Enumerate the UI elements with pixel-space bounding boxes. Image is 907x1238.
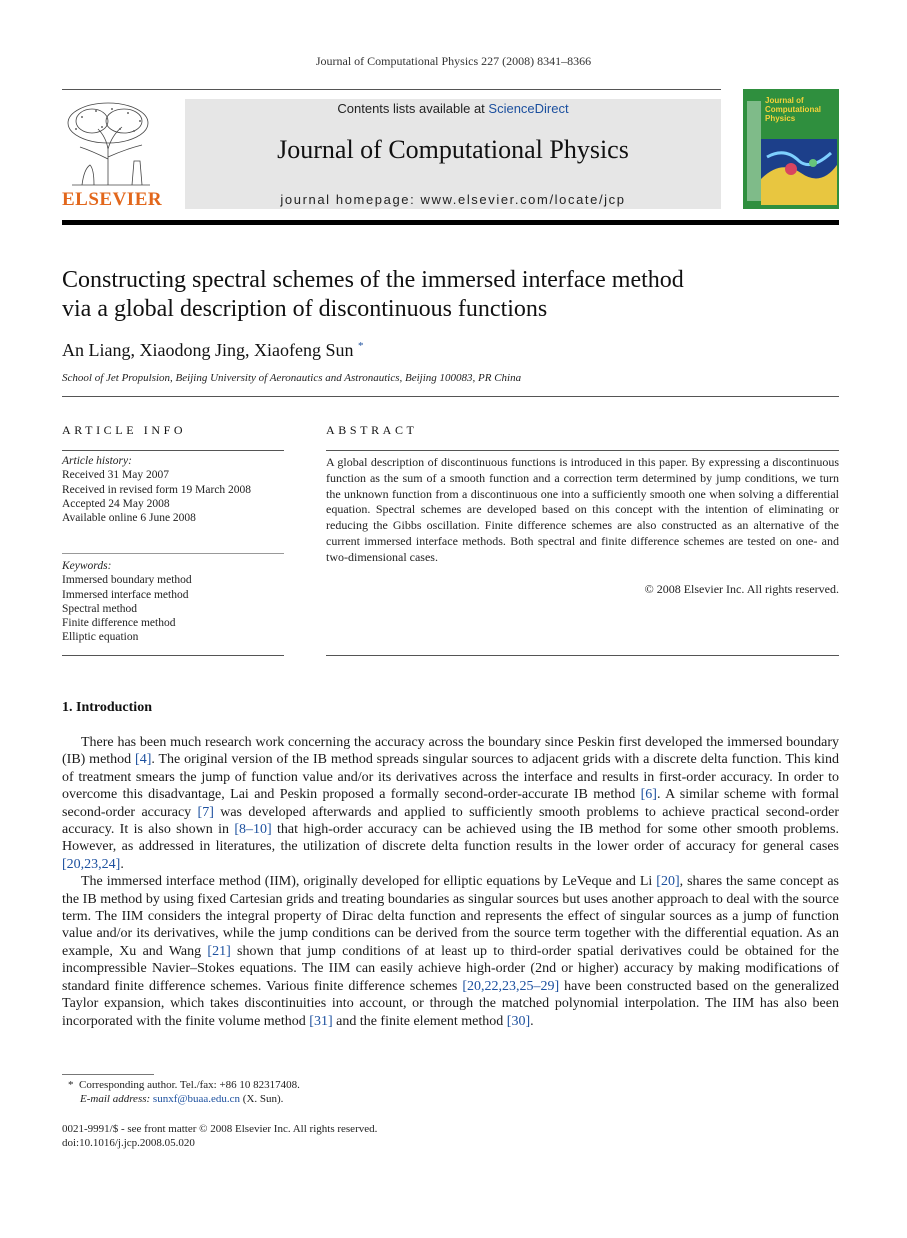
elsevier-tree-logo[interactable] — [62, 99, 160, 187]
title-line-1: Constructing spectral schemes of the immersed interface method — [62, 267, 684, 293]
affiliation: School of Jet Propulsion, Beijing University of Aeronautics and Astronautics, Beijing 100083, PR China — [62, 372, 522, 384]
section-heading: 1. Introduction — [62, 700, 152, 715]
issn-line: 0021-9991/$ - see front matter © 2008 Elsevier Inc. All rights reserved. — [62, 1123, 378, 1135]
top-rule — [62, 89, 721, 90]
citation-link[interactable]: [21] — [207, 943, 231, 959]
title-line-2: via a global description of discontinuous functions — [62, 296, 548, 322]
contents-prefix: Contents lists available at — [337, 101, 489, 116]
citation-link[interactable]: [20,23,24] — [62, 856, 121, 872]
article-info-heading: ARTICLE INFO — [62, 423, 187, 437]
journal-title: Journal of Computational Physics — [277, 135, 629, 164]
abstract-text: A global description of discontinuous functions is introduced in this paper. By expressing a discontinuous function as the sum of a smooth function and a correction term determined by jump conditions, we turn the unknown function from a discontinuous one into a sufficiently smooth one when solving a differential equation. Spectral schemes are developed based on this concept with the intention of eliminating or reducing the Gibbs oscillation. Finite difference schemes are also constructed as an alternative of the current immersed interface methods. Both spectral and finite difference schemes are tested on one- and two-dimensional cases. — [326, 455, 839, 564]
paragraph-2: The immersed interface method (IIM), originally developed for elliptic equations by LeVeque and Li [20], shares the same concept as the IB method by using fixed Cartesian grids and treating boundaries as singular sources but uses another approach to deal with the source term. The IIM considers the integral property of Dirac delta function and represents the effect of singular sources as a jump of function value and/or its derivatives, while the jump conditions can be derived from the source term together with the differential equation. As an example, Xu and Wang [21] shown that jump conditions of at least up to third-order spatial derivatives could be obtained for the incompressible Navier–Stokes equations. The IIM can easily achieve high-order (2nd or higher) accuracy by making modifications of standard finite difference schemes. Various finite difference schemes [20,22,23,25–29] have been constructed based on the generalized Taylor expansion, which takes discontinuities into account, or through the matched polynomial interpolation. The IIM has also been incorporated with the finite volume method [31] and the finite element method [30]. — [62, 874, 839, 1029]
keywords-label: Keywords: — [62, 560, 112, 572]
email-link[interactable]: sunxf@buaa.edu.cn — [152, 1093, 241, 1105]
article-title — [62, 266, 822, 324]
publication-info — [62, 1122, 822, 1150]
homepage-prefix: journal homepage: — [280, 192, 421, 207]
authors: An Liang, Xiaodong Jing, Xiaofeng Sun — [62, 340, 354, 360]
divider — [62, 450, 284, 451]
citation-link[interactable]: [20,22,23,25–29] — [462, 978, 560, 994]
sciencedirect-link[interactable]: ScienceDirect — [488, 101, 569, 116]
citation-link[interactable]: [20] — [656, 874, 680, 890]
abstract-heading: ABSTRACT — [326, 423, 418, 437]
keyword: Spectral method — [62, 602, 138, 615]
citation-link[interactable]: [6] — [640, 787, 657, 803]
cover-strip — [747, 101, 761, 201]
footnote-rule — [62, 1074, 154, 1075]
author-list — [62, 340, 363, 361]
paragraph-1: There has been much research work concerning the accuracy across the boundary since Peskin first developed the immersed boundary (IB) method [4]. The original version of the IB method spreads singular sources to adjacent grids with a discrete delta function. This kind of treatment smears the jump of function value and/or its derivatives across the interface and results in first-order accuracy. In order to overcome this disadvantage, Lai and Peskin proposed a formally second-order-accurate IB method [6]. A similar scheme with formal second-order accuracy [7] was developed afterwards and applied to sufficiently smooth problems to achieve practical second-order accuracy. It is also shown in [8–10] that high-order accuracy can be achieved using the IB method for some other smooth problems. However, as addressed in literatures, the utilization of discrete delta function results in the lower order of accuracy for general cases [20,23,24]. — [62, 735, 840, 872]
divider — [62, 655, 284, 656]
citation-link[interactable]: [7] — [197, 804, 214, 820]
masthead-rule — [62, 220, 839, 225]
keyword: Elliptic equation — [62, 631, 139, 644]
elsevier-wordmark: ELSEVIER — [62, 189, 163, 210]
citation-link[interactable]: [31] — [309, 1013, 333, 1029]
running-head: Journal of Computational Physics 227 (2008) 8341–8366 — [315, 54, 592, 68]
citation-link[interactable]: [8–10] — [234, 822, 272, 838]
divider — [326, 450, 839, 451]
journal-homepage — [185, 192, 721, 207]
history-item: Available online 6 June 2008 — [62, 512, 196, 525]
homepage-link[interactable]: www.elsevier.com/locate/jcp — [420, 192, 626, 207]
citation-link[interactable]: [30] — [506, 1013, 531, 1029]
divider — [62, 396, 839, 397]
history-item: Accepted 24 May 2008 — [62, 497, 170, 510]
email-label: E-mail address: — [80, 1093, 151, 1105]
citation-link[interactable]: [4] — [135, 752, 152, 768]
history-item: Received in revised form 19 March 2008 — [62, 483, 252, 496]
keyword: Finite difference method — [62, 617, 176, 630]
keywords — [62, 559, 284, 645]
abstract-copyright: © 2008 Elsevier Inc. All rights reserved. — [644, 582, 839, 596]
doi-line[interactable]: doi:10.1016/j.jcp.2008.05.020 — [62, 1137, 195, 1149]
journal-cover-image[interactable] — [743, 89, 839, 209]
cover-title: Journal of Computational Physics — [765, 96, 821, 123]
divider — [326, 655, 839, 656]
footnote-corresponding — [68, 1078, 828, 1106]
divider — [62, 553, 284, 554]
article-history — [62, 454, 284, 525]
corresponding-note: Corresponding author. Tel./fax: +86 10 82317408. — [79, 1079, 300, 1091]
footnote-mark: * — [68, 1079, 74, 1091]
keyword: Immersed interface method — [62, 588, 189, 601]
history-label: Article history: — [62, 455, 132, 467]
corresponding-author-mark[interactable]: * — [357, 340, 364, 352]
introduction-body — [62, 734, 839, 1030]
email-suffix: (X. Sun). — [242, 1093, 284, 1105]
keyword: Immersed boundary method — [62, 574, 192, 587]
cover-graphic — [761, 139, 837, 205]
contents-line — [185, 101, 721, 116]
history-item: Received 31 May 2007 — [62, 469, 169, 482]
